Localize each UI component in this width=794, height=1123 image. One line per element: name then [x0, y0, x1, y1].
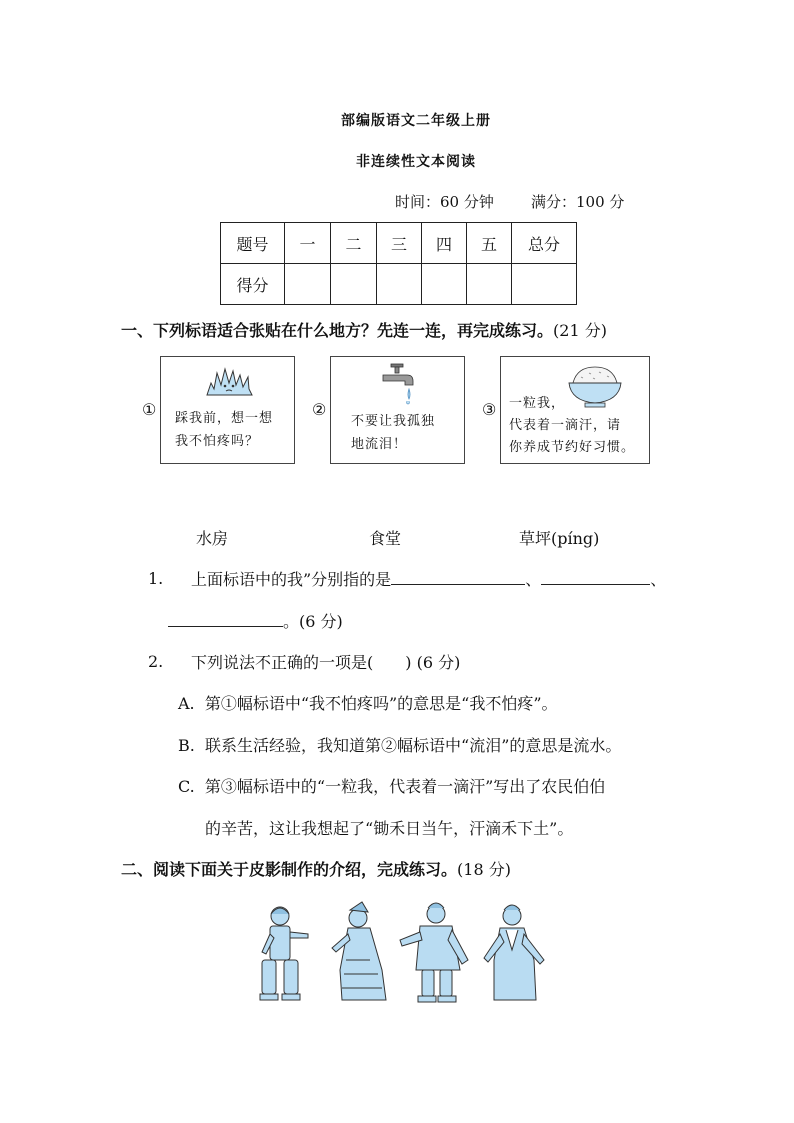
sign-3-line-2: 代表着一滴汗，请: [509, 418, 622, 433]
score-table-score-row: [221, 264, 577, 305]
q2-option-b[interactable]: B. 联系生活经验，我知道第②幅标语中“流泪”的意思是流水。: [178, 736, 622, 755]
q1-sep-1: 、: [525, 570, 542, 589]
sign-2-number: ②: [312, 400, 327, 419]
section-2-points: (18 分): [457, 860, 511, 879]
score-cell[interactable]: [377, 264, 422, 305]
section-2-title: [121, 857, 511, 880]
section-1-text: 一、下列标语适合张贴在什么地方？先连一连，再完成练习。: [121, 321, 554, 340]
section-2-text: 二、阅读下面关于皮影制作的介绍，完成练习。: [121, 860, 458, 879]
full-score: 满分：100 分: [531, 193, 625, 211]
time-limit: 时间：60 分钟: [395, 193, 494, 211]
q2-number: 2.: [148, 652, 164, 671]
q2-option-a[interactable]: A. 第①幅标语中“我不怕疼吗”的意思是“我不怕疼”。: [178, 694, 558, 713]
q2-option-c-continued: 的辛苦，这让我想起了“锄禾日当午，汗滴禾下土”。: [205, 819, 574, 838]
rice-bowl-icon: [567, 363, 623, 409]
place-lawn: 草坪(píng): [519, 529, 600, 548]
sign-3-card: [500, 356, 650, 464]
q1-number: 1.: [148, 569, 164, 588]
q1-answer-blank-1[interactable]: [391, 568, 525, 585]
sign-3-line-1: 一粒我，: [509, 396, 566, 411]
header-cell: 五: [467, 223, 512, 264]
grass-icon: [205, 365, 253, 397]
q2-text: 下列说法不正确的一项是( ) (6 分): [191, 653, 461, 672]
sign-1-card: [160, 356, 295, 464]
q1-line: [191, 567, 666, 590]
faucet-icon: [377, 363, 417, 405]
header-cell: 四: [422, 223, 467, 264]
q1-answer-blank-2[interactable]: [541, 568, 650, 585]
q1-sep-2: 、: [650, 570, 667, 589]
score-table: [220, 222, 577, 305]
score-cell[interactable]: [331, 264, 377, 305]
section-1-title: [121, 318, 607, 341]
q2-option-c[interactable]: C. 第③幅标语中的“一粒我，代表着一滴汗”写出了农民伯伯: [178, 777, 606, 796]
sign-3-line-3: 你养成节约好习惯。: [509, 440, 636, 455]
q1-end: 。(6 分): [283, 612, 343, 631]
header-cell: 三: [377, 223, 422, 264]
sign-3-number: ③: [482, 400, 497, 419]
score-table-header-row: [221, 223, 577, 264]
sign-1-line-1: 踩我前，想一想: [175, 411, 274, 426]
sign-2-line-1: 不要让我孤独: [351, 414, 436, 429]
header-cell: 一: [285, 223, 331, 264]
header-cell: 题号: [221, 223, 285, 264]
book-title: 部编版语文二年级上册: [341, 113, 491, 129]
score-cell[interactable]: [467, 264, 512, 305]
place-canteen: 食堂: [369, 529, 402, 548]
score-cell[interactable]: [285, 264, 331, 305]
row-label: 得分: [221, 264, 285, 305]
q1-line-2: [168, 609, 343, 632]
place-water-room: 水房: [196, 529, 229, 548]
unit-title: 非连续性文本阅读: [356, 154, 476, 170]
sign-2-line-2: 地流泪！: [351, 437, 408, 452]
header-cell: 总分: [512, 223, 577, 264]
section-1-points: (21 分): [553, 321, 607, 340]
q1-text: 上面标语中的我”分别指的是: [191, 570, 392, 589]
score-cell[interactable]: [422, 264, 467, 305]
score-cell[interactable]: [512, 264, 577, 305]
q1-answer-blank-3[interactable]: [168, 610, 283, 627]
sign-1-number: ①: [142, 400, 157, 419]
shadow-puppets-icon: [250, 900, 550, 1018]
sign-1-line-2: 我不怕疼吗？: [175, 434, 260, 449]
sign-2-card: [330, 356, 465, 464]
header-cell: 二: [331, 223, 377, 264]
